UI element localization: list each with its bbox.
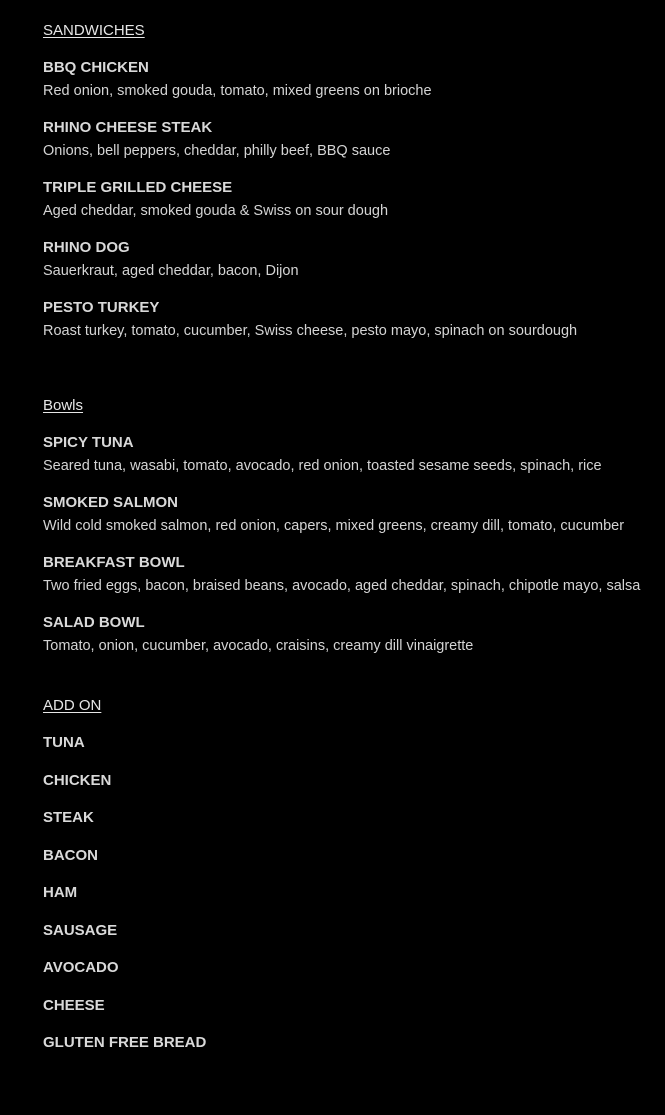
item-name: PESTO TURKEY	[43, 299, 160, 316]
bowls-heading: Bowls	[43, 397, 84, 414]
add-on-item: AVOCADO	[43, 959, 119, 976]
item-name: RHINO DOG	[43, 239, 130, 256]
menu-item	[43, 119, 653, 160]
add-on-item: GLUTEN FREE BREAD	[43, 1034, 207, 1051]
item-description: Sauerkraut, aged cheddar, bacon, Dijon	[43, 263, 299, 279]
item-description: Tomato, onion, cucumber, avocado, craisins, creamy dill vinaigrette	[43, 638, 474, 654]
item-name: SPICY TUNA	[43, 434, 134, 451]
sandwiches-list	[43, 59, 653, 340]
bowls-list	[43, 434, 640, 674]
item-name: TRIPLE GRILLED CHEESE	[43, 179, 233, 196]
menu-item	[43, 299, 653, 340]
item-description: Seared tuna, wasabi, tomato, avocado, red onion, toasted sesame seeds, spinach, rice	[43, 458, 602, 474]
item-description: Two fried eggs, bacon, braised beans, avocado, aged cheddar, spinach, chipotle mayo, salsa	[43, 578, 641, 594]
add-on-item: STEAK	[43, 809, 94, 826]
item-name: RHINO CHEESE STEAK	[43, 119, 213, 136]
menu-item	[43, 59, 653, 100]
item-description: Aged cheddar, smoked gouda & Swiss on sour dough	[43, 203, 389, 219]
menu-item	[43, 554, 640, 595]
item-description: Roast turkey, tomato, cucumber, Swiss cheese, pesto mayo, spinach on sourdough	[43, 323, 578, 339]
add-on-item: SAUSAGE	[43, 921, 118, 939]
item-description: Wild cold smoked salmon, red onion, capers, mixed greens, creamy dill, tomato, cucumber	[43, 518, 625, 534]
add-on-heading: ADD ON	[43, 697, 102, 714]
add-on-item: CHICKEN	[43, 771, 112, 789]
add-on-item: TUNA	[43, 734, 85, 751]
add-on-item: CHEESE	[43, 996, 105, 1014]
item-name: BREAKFAST BOWL	[43, 554, 185, 571]
menu-item	[43, 434, 640, 475]
menu-item	[43, 494, 640, 535]
menu-item	[43, 239, 653, 280]
add-on-list	[43, 734, 206, 1072]
menu	[43, 22, 653, 1051]
sandwiches-section	[43, 22, 653, 340]
sandwiches-heading: SANDWICHES	[43, 22, 145, 39]
item-name: SALAD BOWL	[43, 614, 145, 631]
add-on-item: HAM	[43, 884, 78, 901]
menu-item	[43, 614, 640, 655]
item-description: Red onion, smoked gouda, tomato, mixed greens on brioche	[43, 83, 432, 99]
menu-item	[43, 179, 653, 220]
item-description: Onions, bell peppers, cheddar, philly beef, BBQ sauce	[43, 143, 391, 159]
item-name: BBQ CHICKEN	[43, 59, 149, 76]
item-name: SMOKED SALMON	[43, 494, 178, 511]
add-on-item: BACON	[43, 846, 98, 864]
